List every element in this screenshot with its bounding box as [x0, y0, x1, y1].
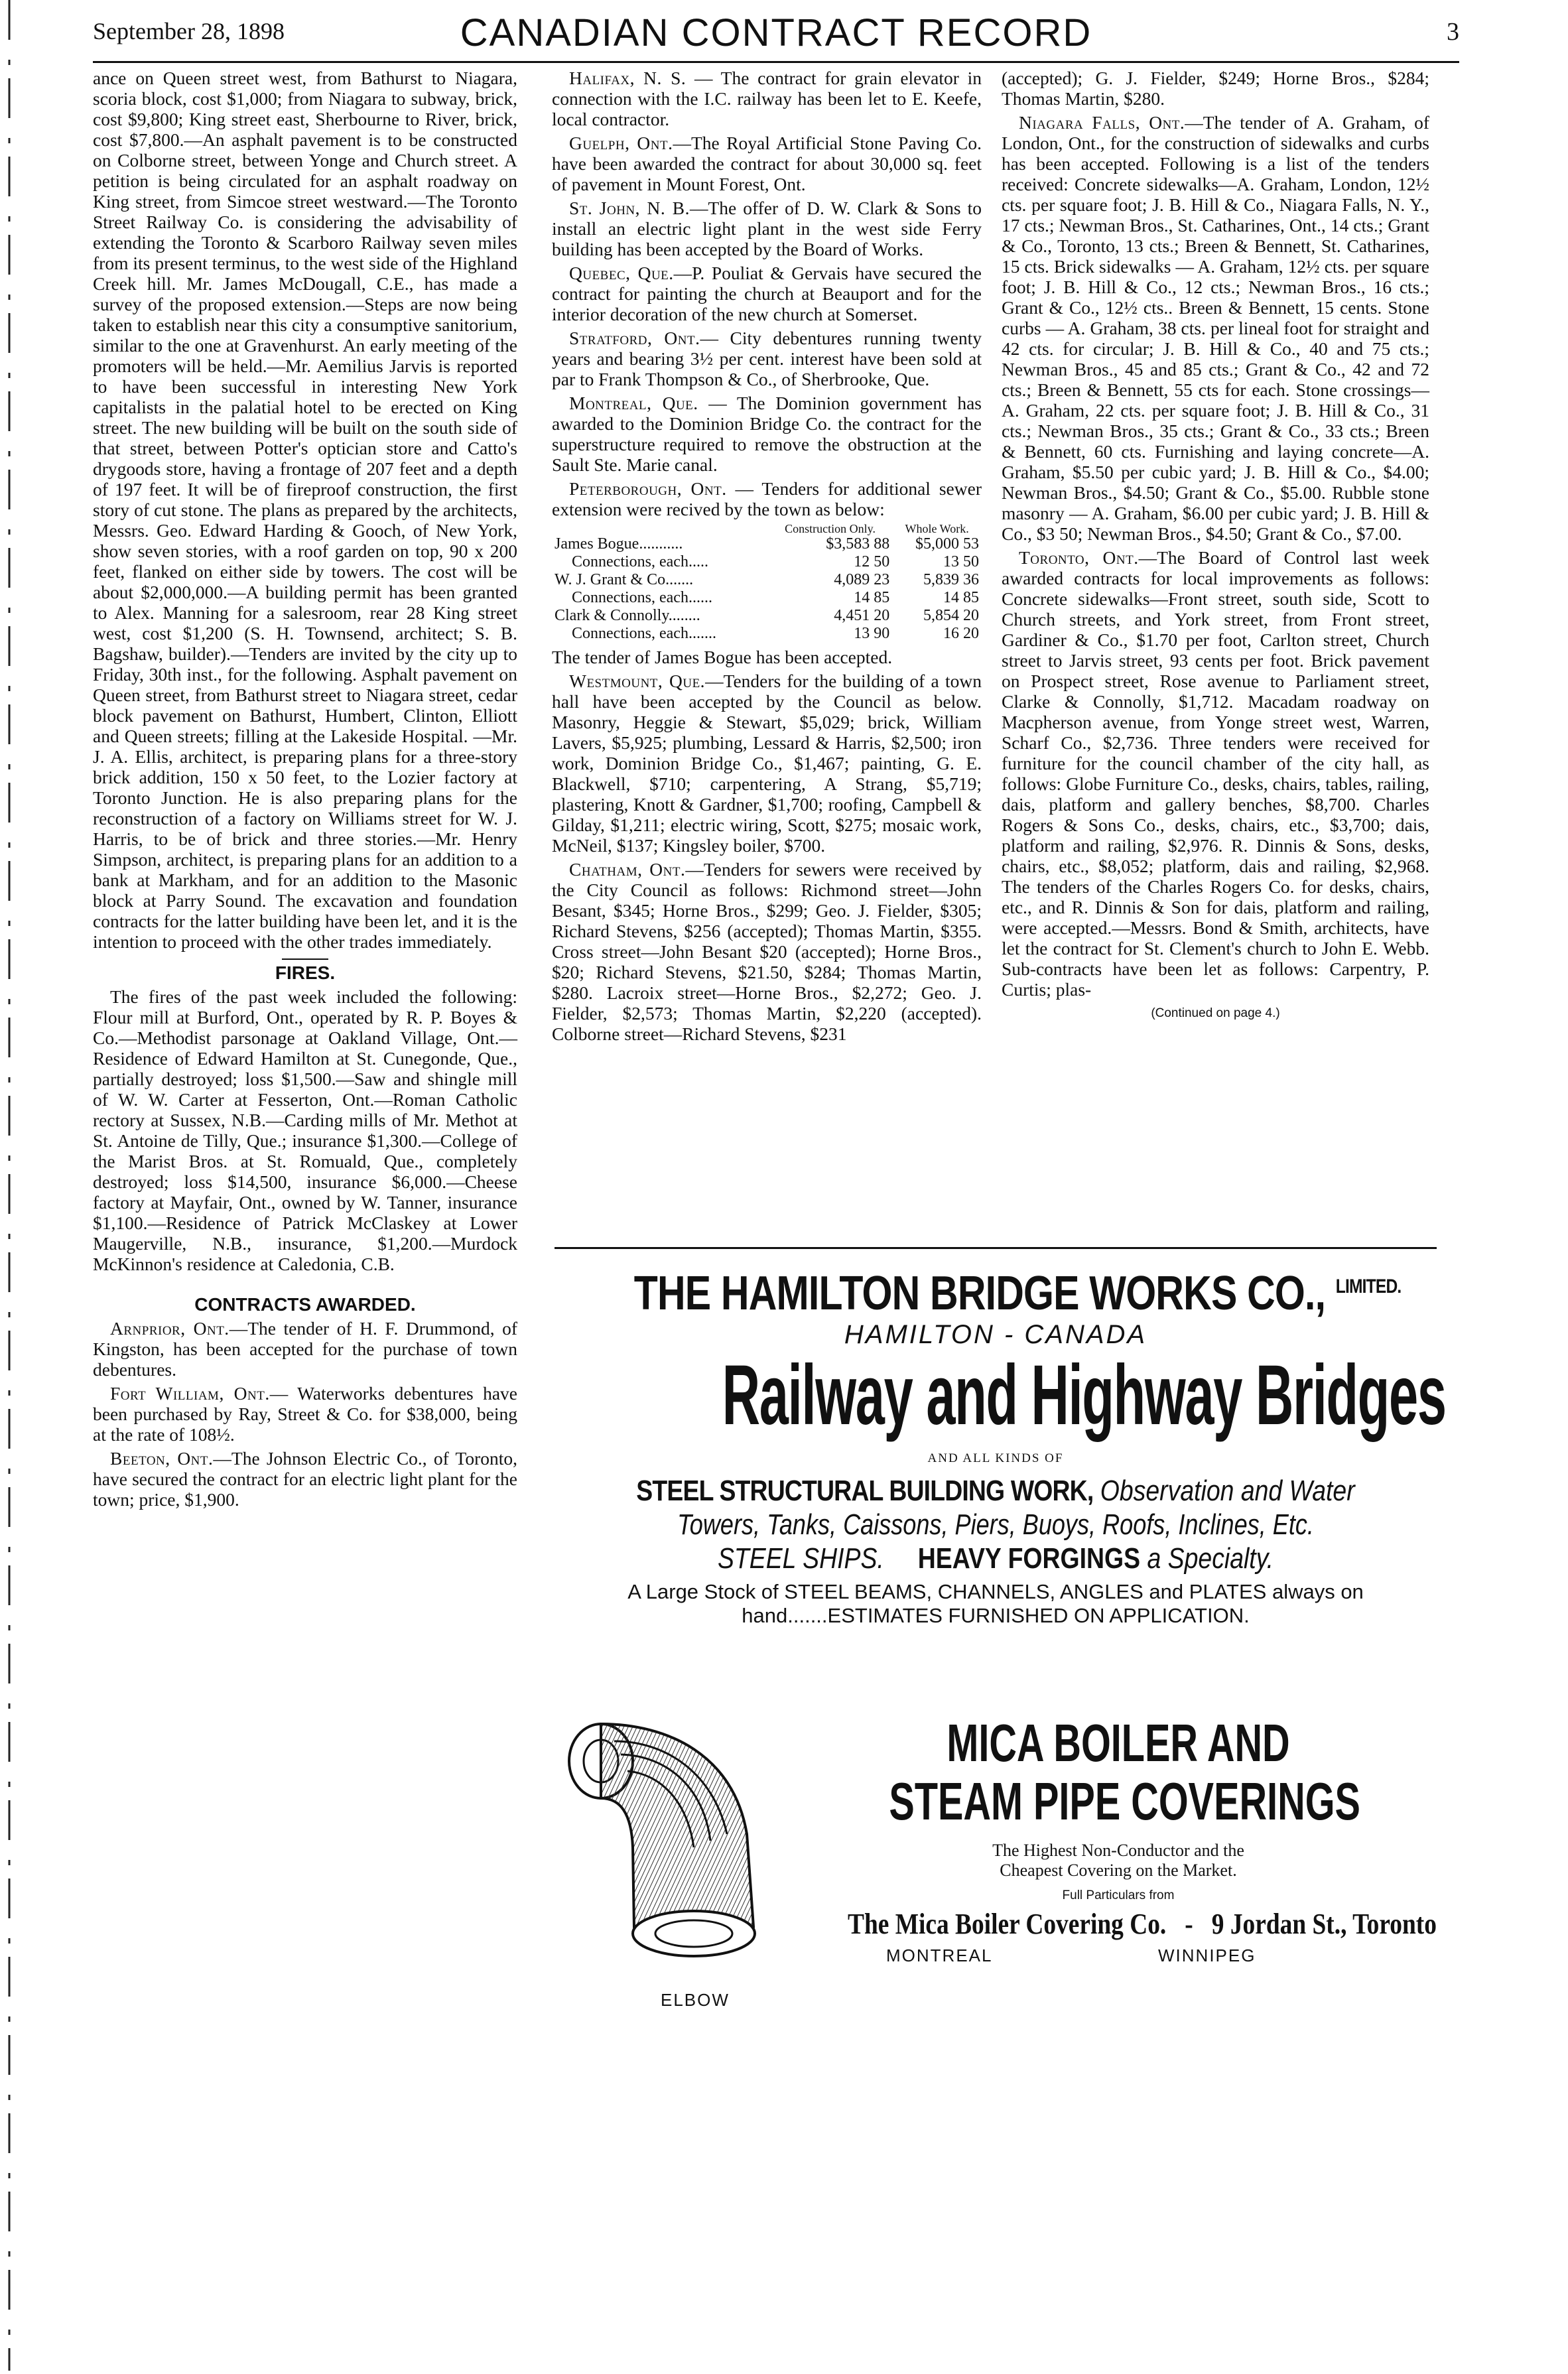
column-2 [552, 68, 982, 1047]
mica-desc-1: The Highest Non-Conductor and the [992, 1841, 1244, 1860]
ad-specialty: a Specialty. [1140, 1542, 1274, 1575]
toronto-text: —The Board of Control last week awarded contracts for local improvements as follows: Concrete sidewalks—Front street, south side, Scott to Church streets, and York street, from Front street, Gardiner & Co., $1.70 per foot, Carlton street, Church street to Jarvis street, 93 cents per foot. Brick pavement on Prospect street, Rose avenue to Parliament street, Clarke & Connolly, $1,712. Macadam roadway on Macpherson avenue, from Yonge street west, Warren, Scharf Co., $2,736. Three tenders were received for furniture for the council chamber of the city hall, as follows: Globe Furniture Co., desks, chairs, tables, railing, dais, platform and gallery benches, $8,700. Charles Rogers & Sons Co., desks, chairs, etc., $3,700; dais, platform and railing, $2,976. R. Dinnis & Sons, desks, chairs, etc., $8,052; platform, dais and railing, $2,968. The tenders of the Charles Rogers Co. for desks, chairs, etc., and R. Dinnis & Son for dais, platform and railing, were accepted.—Messrs. Bond & Smith, architects, have let the contract for St. Clement's church to John E. Webb. Sub-contracts have been let as follows: Carpentry, P. Curtis; plas- [1002, 547, 1430, 1000]
table-cell: 5,854 20 [923, 607, 979, 624]
stjohn-item [552, 198, 982, 259]
mica-address: 9 Jordan St., Toronto [1211, 1908, 1437, 1940]
table-header-cell: Whole Work. [905, 522, 969, 535]
table-row [552, 607, 982, 625]
table-header-cell [552, 523, 768, 535]
ad-company-name-text: THE HAMILTON BRIDGE WORKS CO., [633, 1267, 1326, 1320]
guelph-text: —The Royal Artificial Stone Paving Co. have been awarded the contract for about 30,000 sq. feet of pavement in Mount Forest, Ont. [552, 133, 982, 194]
peterborough-item [552, 478, 982, 519]
toronto-item [1002, 547, 1429, 1000]
table-cell: James Bogue........... [555, 535, 683, 553]
arnprior-text: —The tender of H. F. Drummond, of Kingston, has been accepted for the purchase of town debentures. [93, 1318, 518, 1380]
table-row [552, 589, 982, 607]
bogue-accepted-text: The tender of James Bogue has been accepted. [552, 647, 893, 667]
peterborough-text: — Tenders for additional sewer extension were recived by the town as below: [552, 478, 982, 519]
stratford-text: — City debentures running twenty years and bearing 3½ per cent. interest have been sold at par to Frank Thompson & Co., of Sherbrooke, Que. [552, 328, 982, 389]
table-row [552, 535, 982, 553]
table-cell: 12 50 [854, 553, 890, 570]
ad-towers-line: Towers, Tanks, Caissons, Piers, Buoys, Roofs, Inclines, Etc. [677, 1508, 1314, 1541]
table-cell: 16 20 [943, 625, 979, 642]
sewer-tender-table [552, 523, 982, 643]
montreal-text: — The Dominion government has awarded to the Dominion Bridge Co. the contract for the superstructure required to remove the obstruction at the Sault Ste. Marie canal. [552, 393, 982, 475]
elbow-label: ELBOW [661, 1990, 730, 2010]
ad-heavy-forgings: HEAVY FORGINGS [917, 1542, 1141, 1575]
fortwilliam-text: — Waterworks debentures have been purchased by Ray, Street & Co. for $38,000, being at the rate of 108½. [93, 1383, 517, 1445]
column-3 [1002, 68, 1429, 1027]
ad-steel-italic: Observation and Water [1093, 1475, 1355, 1507]
chatham-place: Chatham, Ont. [569, 859, 686, 880]
stratford-item [552, 328, 982, 389]
table-cell: 4,451 20 [834, 607, 890, 624]
ad-city: HAMILTON - CANADA [844, 1320, 1147, 1349]
stjohn-text: —The offer of D. W. Clark & Sons to install an electric light plant in the west side Ferry building has been accepted by the Board of Works. [552, 198, 982, 259]
fortwilliam-place: Fort William, Ont. [110, 1383, 270, 1404]
hamilton-bridge-ad [555, 1260, 1446, 1628]
arnprior-place: Arnprior, Ont. [110, 1318, 229, 1339]
mica-company: The Mica Boiler Covering Co. [848, 1908, 1167, 1940]
table-cell: 13 50 [943, 553, 979, 570]
chatham-continued-text: (accepted); G. J. Fielder, $249; Horne Bros., $284; Thomas Martin, $280. [1002, 68, 1429, 109]
table-cell: $3,583 88 [826, 535, 890, 553]
mica-company-line [848, 1907, 1437, 1942]
mica-montreal: MONTREAL [886, 1945, 993, 1965]
niagara-text: —The tender of A. Graham, of London, Ont., for the construction of sidewalks and curbs has been accepted. Following is a list of the tenders received: Concrete sidewalks—A. Graham, London, 12½ cts. per square foot; J. B. Hill & Co., Niagara Falls, N. Y., 17 cts.; Newman Bros., St. Catharines, Ont., 14 cts.; Grant & Co., Toronto, 13 cts.; Breen & Bennett, St. Catharines, 15 cts. Brick sidewalks — A. Graham, 12½ cts. per square foot; J. B. Hill & Co., 12 cts.; Newman Bros., 16 cts.; Grant & Co., 12½ cts.. Breen & Bennett, 15 cents. Stone curbs — A. Graham, 38 cts. per lineal foot for straight and 42 cts. for circular; J. B. Hill & Co., 40 and 75 cts.; Newman Bros., 45 and 85 cts.; Grant & Co., 42 and 72 cts.; Breen & Bennett, 55 cts for each. Stone crossings—A. Graham, 22 cts. per square foot; J. B. Hill & Co., 31 cts.; Newman Bros., 35 cts.; Grant & Co., 33 cts.; Breen & Bennett, 60 cts. Furnishing and laying concrete—A. Graham, $5.50 per cubic yard; J. B. Hill & Co., $4.00; Newman Bros., $4.50; Grant & Co., $5.00. Rubble stone masonry — A. Graham, $6.00 per cubic yard; J. B. Hill & Co., $3 50; Newman Bros., $4.50; Grant & Co., $7.00. [1002, 112, 1429, 544]
arnprior-item [93, 1318, 517, 1380]
table-row [552, 571, 982, 589]
guelph-item [552, 133, 982, 194]
ad-and-all-kinds: AND ALL KINDS OF [927, 1451, 1064, 1465]
page-header [93, 8, 1459, 63]
table-header-row [552, 523, 982, 535]
halifax-text: — The contract for grain elevator in connection with the I.C. railway has been let to E. Keefe, local contractor. [552, 68, 982, 129]
ad-steel-ships: STEEL SHIPS. [717, 1542, 884, 1575]
ad-stock-line: A Large Stock of STEEL BEAMS, CHANNELS, ANGLES and PLATES always on hand.......ESTIMATES FURNISHED ON APPLICATION. [627, 1580, 1364, 1627]
toronto-place: Toronto, Ont. [1019, 547, 1139, 568]
toronto-continued-paragraph: ance on Queen street west, from Bathurst to Niagara, scoria block, cost $1,000; from Niagara to subway, brick, cost $9,800; King street east, Sherbourne to River, brick, cost $7,800.—An asphalt pavement is to be constructed on Colborne street, between Yonge and Church street. A petition is being circulated for an asphalt roadway on King street, from Simcoe street westward.—The Toronto Street Railway Co. is considering the advisability of extending the Toronto & Scarboro Railway seven miles from its present terminus, to the west side of the Highland Creek hill. Mr. James McDougall, C.E., has made a survey of the proposed extension.—Steps are now being taken to establish near this city a consumptive sanitorium, similar to the one at Gravenhurst. An early meeting of the promoters will be held.—Mr. Aemilius Jarvis is reported to have been successful in interesting New York capitalists in the palatial hotel to be erected on King street. The new building will be built on the south side of that street, between Potter's optician store and Catto's drygoods store, having a frontage of 207 feet and a depth of 197 feet. It will be of fireproof construction, the first story of cut stone. The plans as prepared by the architects, Messrs. Geo. Edward Harding & Gooch, of New York, show seven stories, with a roof garden on top, 90 x 200 feet, flanked on either side by towers. The cost will be about $2,000,000.—A building permit has been granted to Alex. Manning for a salesroom, rear 28 King street west, cost $1,200 (S. H. Townsend, architect; S. B. Bagshaw, builder).—Tenders are invited by the city up to Friday, 30th inst., for the following. Asphalt pavement on Queen street, from Bathurst street to Niagara street, cedar block pavement on Bathurst, Humbert, Clinton, Elliott and Queen streets; filling at the Lakeside Hospital. —Mr. J. A. Ellis, architect, is preparing plans for a three-story brick addition, 150 x 50 feet, to the Lozier factory at Toronto Junction. He is also preparing plans for the reconstruction of a factory on Williams street for W. J. Harris, to be of brick and three stories.—Mr. Henry Simpson, architect, is preparing plans for an addition to a bank at Markham, and for an addition to the Masonic block at Parry Sound. The excavation and foundation contracts for the latter building have been let, and it is the intention to proceed with the other trades immediately. [93, 68, 517, 952]
issue-date: September 28, 1898 [93, 18, 285, 44]
advertisement-rule [555, 1247, 1437, 1249]
table-cell: 14 85 [854, 589, 890, 606]
mica-line-1: MICA BOILER AND [947, 1713, 1290, 1772]
ad-headline: Railway and Highway Bridges [722, 1348, 1446, 1443]
halifax-place: Halifax, N. S. [569, 68, 686, 88]
fires-heading: FIRES. [275, 962, 336, 983]
beeton-item [93, 1448, 517, 1510]
mica-desc-2: Cheapest Covering on the Market. [1000, 1861, 1237, 1880]
continued-note: (Continued on page 4.) [1151, 1006, 1280, 1020]
quebec-item [552, 263, 982, 324]
table-row [552, 625, 982, 643]
table-cell: $5,000 53 [915, 535, 979, 553]
table-cell: Connections, each....... [572, 625, 716, 642]
ad-steel-bold: STEEL STRUCTURAL BUILDING WORK, [636, 1475, 1094, 1507]
quebec-text: —P. Pouliat & Gervais have secured the contract for painting the church at Beauport and for the interior decoration of the new church at Somerset. [552, 263, 982, 324]
mica-winnipeg: WINNIPEG [1158, 1945, 1256, 1965]
elbow-drawing [555, 1715, 773, 1993]
niagara-place: Niagara Falls, Ont. [1019, 112, 1185, 133]
table-cell: 13 90 [854, 625, 890, 642]
table-cell: Connections, each..... [572, 553, 708, 570]
table-header-cell: Construction Only. [785, 522, 876, 535]
chatham-item [552, 859, 982, 1044]
mica-particulars: Full Particulars from [1062, 1888, 1175, 1902]
table-cell: Connections, each...... [572, 589, 712, 606]
table-cell: 14 85 [943, 589, 979, 606]
column-1 [93, 68, 517, 1513]
westmount-item [552, 671, 982, 856]
montreal-item [552, 393, 982, 475]
niagara-item [1002, 112, 1429, 544]
beeton-place: Beeton, Ont. [110, 1448, 214, 1469]
westmount-place: Westmount, Que. [569, 671, 706, 691]
guelph-place: Guelph, Ont. [569, 133, 673, 153]
montreal-place: Montreal, Que. [569, 393, 698, 413]
mica-description [800, 1841, 1437, 1880]
table-cell: 4,089 23 [834, 571, 890, 588]
quebec-place: Quebec, Que. [569, 263, 674, 283]
table-cell: 5,839 36 [923, 571, 979, 588]
ad-company-name [633, 1260, 1402, 1320]
halifax-item [552, 68, 982, 129]
mica-boiler-ad [555, 1715, 1437, 2013]
left-margin-rule [5, 0, 13, 2371]
stjohn-place: St. John, N. B. [569, 198, 690, 218]
fortwilliam-item [93, 1383, 517, 1445]
pipe-elbow-illustration [555, 1715, 773, 2007]
stratford-place: Stratford, Ont. [569, 328, 700, 348]
table-cell: W. J. Grant & Co....... [555, 571, 694, 588]
contracts-awarded-heading: CONTRACTS AWARDED. [194, 1294, 416, 1315]
ad-steel-line [621, 1474, 1371, 1508]
chatham-text: —Tenders for sewers were received by the City Council as follows: Richmond street—John Besant, $345; Horne Bros., $299; Geo. J. Fielder, $305; Richard Stevens, $256 (accepted); Thomas Martin, $355. Cross street—John Besant $20 (accepted); Horne Bros., $20; Richard Stevens, $21.50, $284; Thomas Martin, $280. Lacroix street—Horne Bros., $2,272; Geo. J. Fielder, $2,573; Thomas Martin, $2,220 (accepted). Colborne street—Richard Stevens, $231 [552, 859, 982, 1044]
westmount-text: —Tenders for the building of a town hall have been accepted by the Council as below. Masonry, Heggie & Stewart, $5,029; brick, William Lavers, $5,925; plumbing, Lessard & Harris, $2,500; iron work, Dominion Bridge Co., $1,467; painting, G. E. Blackwell, $710; carpentering, A Strang, $5,719; plastering, Knott & Gardner, $1,700; roofing, Campbell & Gilday, $1,211; electric wiring, Scott, $275; mosaic work, McNeil, $137; Kingsley boiler, $700. [552, 671, 982, 856]
page-number: 3 [1447, 18, 1459, 46]
mica-separator: - [1185, 1908, 1193, 1940]
ad-ships-line [621, 1542, 1371, 1576]
table-cell: Clark & Connolly........ [555, 607, 700, 624]
section-rule [282, 958, 328, 960]
publication-title: CANADIAN CONTRACT RECORD [460, 11, 1092, 54]
fires-paragraph: The fires of the past week included the following: Flour mill at Burford, Ont., operated by R. P. Boyes & Co.—Methodist parsonage at Oakland Village, Ont.—Residence of Edward Hamilton at St. Cunegonde, Que., partially destroyed; loss $1,500.—Saw and shingle mill of W. W. Carter at Fesserton, Ont.—Roman Catholic rectory at Sussex, N.B.—Carding mills of Mr. Methot at St. Antoine de Tilly, Que.; insurance $1,300.—College of the Marist Bros. at St. Romuald, Que., completely destroyed; loss $14,500, insurance $6,000.—Cheese factory at Mayfair, Ont., owned by W. Tanner, insurance $1,100.—Residence of Patrick McClaskey at Lower Maugerville, N.B., insurance, $1,200.—Murdock McKinnon's residence at Caledonia, C.B. [93, 986, 517, 1274]
table-row [552, 553, 982, 571]
peterborough-place: Peterborough, Ont. [569, 478, 727, 499]
ad-limited: LIMITED. [1335, 1276, 1402, 1297]
mica-line-2: STEAM PIPE COVERINGS [889, 1772, 1360, 1831]
beeton-text: —The Johnson Electric Co., of Toronto, have secured the contract for an electric light plant for the town; price, $1,900. [93, 1448, 517, 1510]
